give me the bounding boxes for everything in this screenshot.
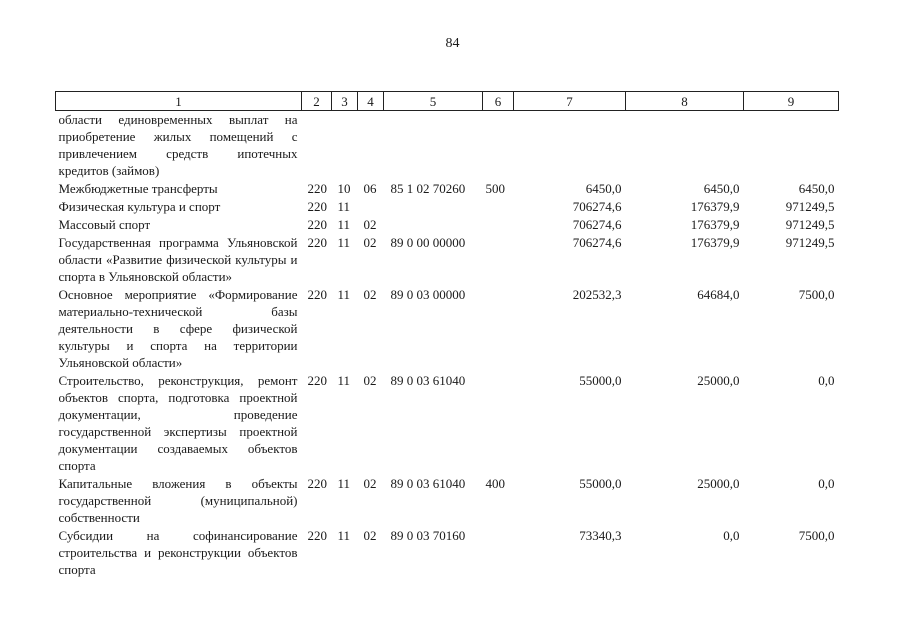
header-row <box>56 92 839 111</box>
ministry-code <box>302 111 332 181</box>
amount-col-9: 971249,5 <box>785 199 835 214</box>
table-row <box>56 372 839 475</box>
table-row <box>56 234 839 286</box>
col-header-2: 2 <box>302 92 332 111</box>
subsection-code: 02 <box>363 235 377 250</box>
expense-type-code <box>483 198 514 216</box>
item-name: области единовременных выплат на приобретение жилых помещений с привлечением средств ипотечных кредитов (займов) <box>58 112 298 178</box>
item-name: Межбюджетные трансферты <box>58 181 218 196</box>
section-code: 11 <box>337 528 351 543</box>
col-header-8: 8 <box>626 92 744 111</box>
table-row <box>56 198 839 216</box>
target-article-code <box>384 216 483 234</box>
expense-type-code <box>483 372 514 475</box>
section-code: 10 <box>337 181 351 196</box>
target-article-code: 89 0 03 70160 <box>390 528 466 543</box>
expense-type-code: 500 <box>485 181 505 196</box>
amount-col-7: 706274,6 <box>572 199 622 214</box>
amount-col-9 <box>744 111 839 181</box>
table-row <box>56 216 839 234</box>
section-code: 11 <box>337 199 351 214</box>
target-article-code: 89 0 03 61040 <box>390 476 466 491</box>
table-row <box>56 286 839 372</box>
section-code: 11 <box>337 217 351 232</box>
page-number: 84 <box>445 36 460 51</box>
subsection-code: 02 <box>363 373 377 388</box>
target-article-code <box>384 198 483 216</box>
col-header-6: 6 <box>483 92 514 111</box>
section-code: 11 <box>337 373 351 388</box>
col-header-9: 9 <box>744 92 839 111</box>
section-code: 11 <box>337 235 351 250</box>
expense-type-code <box>483 216 514 234</box>
expense-type-code <box>483 286 514 372</box>
subsection-code <box>358 198 384 216</box>
amount-col-8: 25000,0 <box>697 476 740 491</box>
amount-col-8: 6450,0 <box>703 181 740 196</box>
ministry-code: 220 <box>307 199 327 214</box>
table-row <box>56 527 839 579</box>
target-article-code: 89 0 00 00000 <box>390 235 466 250</box>
item-name: Государственная программа Ульяновской области «Развитие физической культуры и спорта в Ульяновской области» <box>58 235 298 284</box>
amount-col-8: 176379,9 <box>690 217 740 232</box>
budget-table <box>55 91 839 579</box>
col-header-5: 5 <box>384 92 483 111</box>
subsection-code: 02 <box>363 528 377 543</box>
subsection-code: 06 <box>363 181 377 196</box>
target-article-code <box>384 111 483 181</box>
item-name: Капитальные вложения в объекты государственной (муниципальной) собственности <box>58 476 298 525</box>
table-row <box>56 180 839 198</box>
table-row <box>56 475 839 527</box>
target-article-code: 89 0 03 61040 <box>390 373 466 388</box>
amount-col-9: 971249,5 <box>785 235 835 250</box>
amount-col-9: 6450,0 <box>798 181 835 196</box>
ministry-code: 220 <box>307 181 327 196</box>
col-header-7: 7 <box>514 92 626 111</box>
amount-col-9: 0,0 <box>818 476 835 491</box>
ministry-code: 220 <box>307 287 327 302</box>
subsection-code: 02 <box>363 476 377 491</box>
amount-col-9: 971249,5 <box>785 217 835 232</box>
subsection-code: 02 <box>363 217 377 232</box>
amount-col-9: 7500,0 <box>798 528 835 543</box>
subsection-code <box>358 111 384 181</box>
target-article-code: 89 0 03 00000 <box>390 287 466 302</box>
amount-col-7: 73340,3 <box>579 528 622 543</box>
amount-col-7: 202532,3 <box>572 287 622 302</box>
item-name: Субсидии на софинансирование строительства и реконструкции объектов спорта <box>58 528 298 577</box>
ministry-code: 220 <box>307 476 327 491</box>
target-article-code: 85 1 02 70260 <box>390 181 466 196</box>
section-code: 11 <box>337 287 351 302</box>
ministry-code: 220 <box>307 217 327 232</box>
col-header-4: 4 <box>358 92 384 111</box>
amount-col-7: 55000,0 <box>579 373 622 388</box>
amount-col-8: 176379,9 <box>690 199 740 214</box>
amount-col-7: 6450,0 <box>585 181 622 196</box>
amount-col-7: 706274,6 <box>572 235 622 250</box>
item-name: Основное мероприятие «Формирование материально-технической базы деятельности в сфере физической культуры и спорта на территории Ульяновской области» <box>58 287 298 370</box>
col-header-3: 3 <box>332 92 358 111</box>
amount-col-8: 64684,0 <box>697 287 740 302</box>
table-body <box>56 111 839 580</box>
amount-col-8: 25000,0 <box>697 373 740 388</box>
amount-col-8 <box>626 111 744 181</box>
amount-col-7: 55000,0 <box>579 476 622 491</box>
ministry-code: 220 <box>307 528 327 543</box>
section-code: 11 <box>337 476 351 491</box>
amount-col-9: 0,0 <box>818 373 835 388</box>
section-code <box>332 111 358 181</box>
expense-type-code <box>483 234 514 286</box>
expense-type-code <box>483 111 514 181</box>
amount-col-8: 0,0 <box>723 528 740 543</box>
amount-col-7: 706274,6 <box>572 217 622 232</box>
item-name: Массовый спорт <box>58 217 151 232</box>
expense-type-code <box>483 527 514 579</box>
expense-type-code: 400 <box>485 476 505 491</box>
item-name: Строительство, реконструкция, ремонт объектов спорта, подготовка проектной документации, проведение государственной экспертизы проектной документации создаваемых объектов спорта <box>58 373 298 473</box>
col-header-1: 1 <box>56 92 302 111</box>
amount-col-7 <box>514 111 626 181</box>
ministry-code: 220 <box>307 373 327 388</box>
amount-col-8: 176379,9 <box>690 235 740 250</box>
item-name: Физическая культура и спорт <box>58 199 221 214</box>
subsection-code: 02 <box>363 287 377 302</box>
amount-col-9: 7500,0 <box>798 287 835 302</box>
table-row <box>56 111 839 181</box>
ministry-code: 220 <box>307 235 327 250</box>
